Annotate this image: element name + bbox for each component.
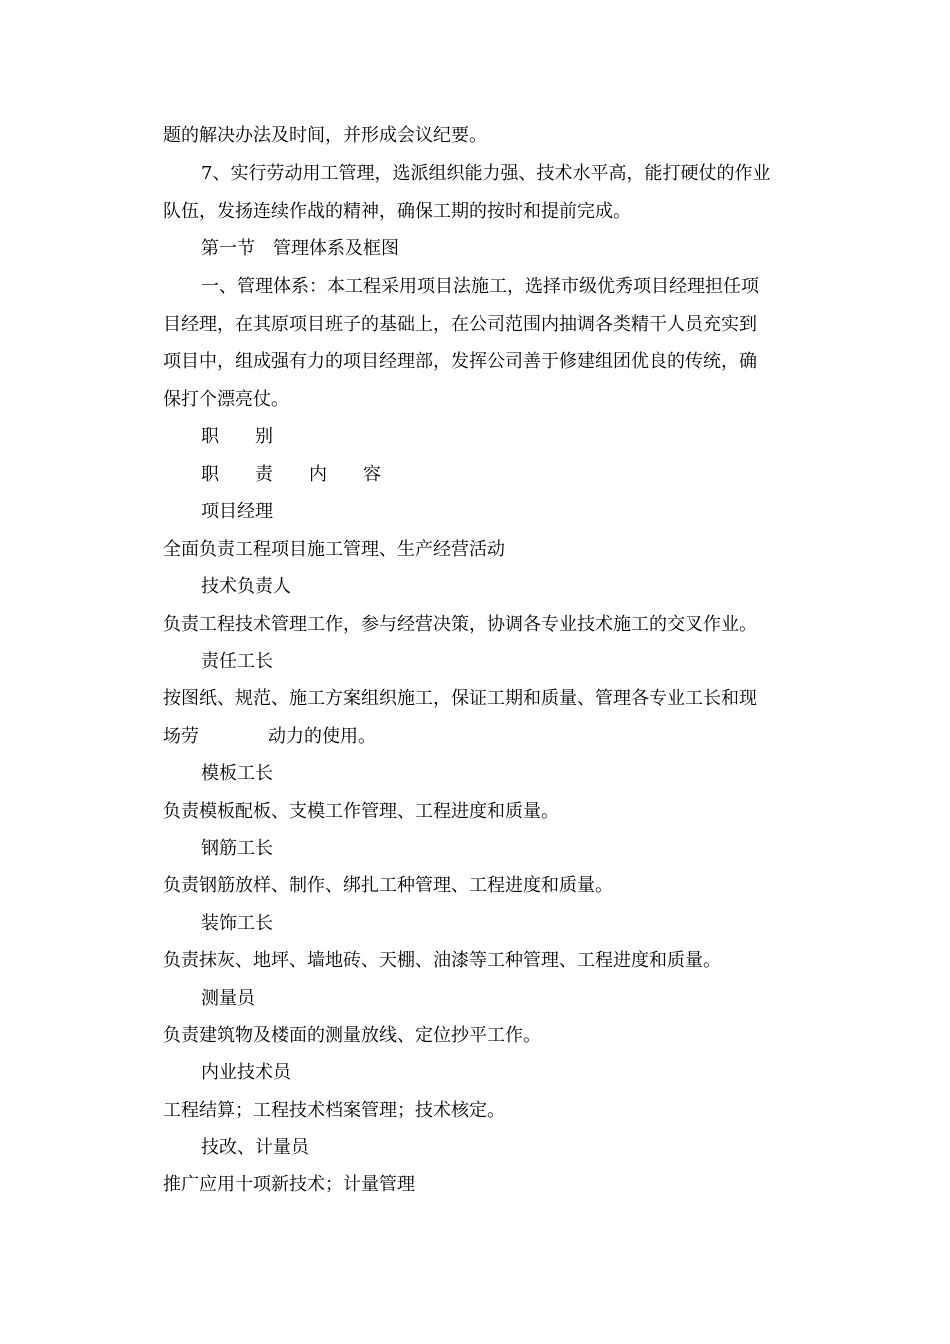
role-duty: 负责钢筋放样、制作、绑扎工种管理、工程进度和质量。	[163, 875, 613, 896]
role-duty: 动力的使用。	[268, 726, 376, 747]
role-title: 技术负责人	[201, 576, 291, 597]
role-duty: 负责工程技术管理工作，参与经营决策，协调各专业技术施工的交叉作业。	[163, 614, 757, 635]
column-header-role: 职 别	[201, 426, 273, 447]
paragraph-line: 项目中，组成强有力的项目经理部，发挥公司善于修建组团优良的传统，确	[163, 351, 757, 372]
role-title: 项目经理	[201, 501, 273, 522]
section-heading: 第一节 管理体系及框图	[201, 238, 399, 259]
paragraph-line: 队伍，发扬连续作战的精神，确保工期的按时和提前完成。	[163, 201, 631, 222]
role-title: 责任工长	[201, 651, 273, 672]
role-duty: 场劳	[163, 726, 199, 747]
role-duty: 负责抹灰、地坪、墙地砖、天棚、油漆等工种管理、工程进度和质量。	[163, 950, 721, 971]
role-title: 装饰工长	[201, 913, 273, 934]
role-title: 内业技术员	[201, 1062, 291, 1083]
paragraph-line: 7、实行劳动用工管理，选派组织能力强、技术水平高，能打硬仗的作业	[201, 163, 771, 184]
role-title: 模板工长	[201, 763, 273, 784]
role-duty: 推广应用十项新技术；计量管理	[163, 1174, 415, 1195]
role-title: 技改、计量员	[201, 1137, 309, 1158]
role-title: 钢筋工长	[201, 838, 273, 859]
role-duty: 负责建筑物及楼面的测量放线、定位抄平工作。	[163, 1025, 541, 1046]
column-header-duties: 职 责 内 容	[201, 464, 381, 485]
role-duty: 全面负责工程项目施工管理、生产经营活动	[163, 539, 505, 560]
paragraph-line: 保打个漂亮仗。	[163, 389, 289, 410]
role-duty: 工程结算；工程技术档案管理；技术核定。	[163, 1100, 505, 1121]
role-title: 测量员	[201, 988, 255, 1009]
role-duty: 按图纸、规范、施工方案组织施工，保证工期和质量、管理各专业工长和现	[163, 688, 757, 709]
paragraph-line: 一、管理体系：本工程采用项目法施工，选择市级优秀项目经理担任项	[201, 276, 759, 297]
paragraph-line: 题的解决办法及时间，并形成会议纪要。	[163, 125, 487, 146]
role-duty: 负责模板配板、支模工作管理、工程进度和质量。	[163, 801, 559, 822]
paragraph-line: 目经理，在其原项目班子的基础上，在公司范围内抽调各类精干人员充实到	[163, 314, 757, 335]
